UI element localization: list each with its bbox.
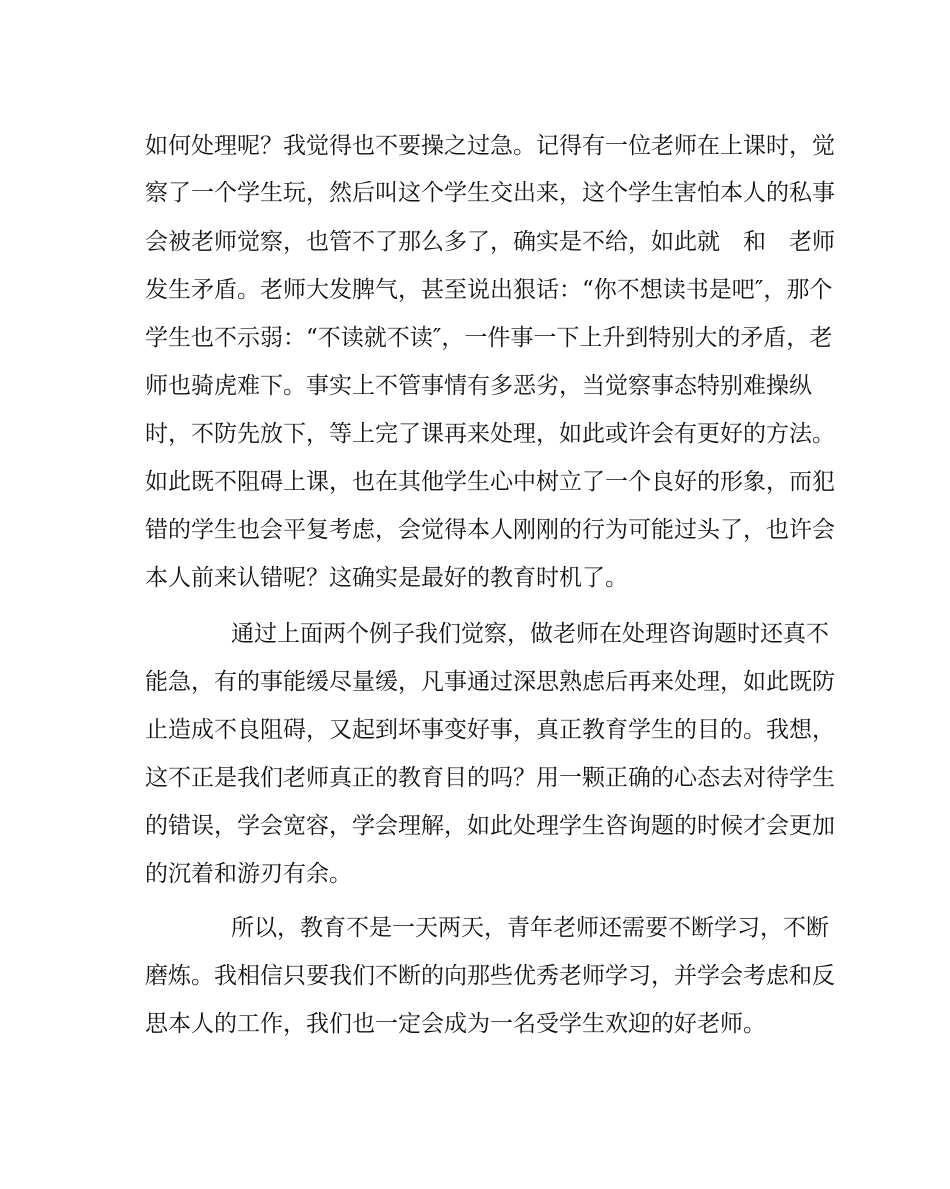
text-line: 察了一个学生玩，然后叫这个学生交出来，这个学生害怕本人的私事 [145, 180, 835, 206]
text-line: 如何处理呢？我觉得也不要操之过急。记得有一位老师在上课时，觉 [145, 133, 835, 159]
text-line: 本人前来认错呢？这确实是最好的教育时机了。 [145, 565, 628, 591]
text-line: 师也骑虎难下。事实上不管事情有多恶劣，当觉察事态特别难操纵 [145, 373, 812, 399]
text-line: 思本人的工作，我们也一定会成为一名受学生欢迎的好老师。 [145, 1011, 766, 1037]
text-line: 错的学生也会平复考虑，会觉得本人刚刚的行为可能过头了，也许会 [145, 517, 835, 543]
text-line: 能急，有的事能缓尽量缓，凡事通过深思熟虑后再来处理，如此既防 [145, 669, 835, 695]
text-line: 如此既不阻碍上课，也在其他学生心中树立了一个良好的形象，而犯 [145, 469, 835, 495]
text-line: 时，不防先放下，等上完了课再来处理，如此或许会有更好的方法。 [145, 421, 835, 447]
text-line: 磨炼。我相信只要我们不断的向那些优秀老师学习，并学会考虑和反 [145, 963, 835, 989]
text-line: 的沉着和游刃有余。 [145, 861, 352, 887]
paragraph-first-line: 所以，教育不是一天两天，青年老师还需要不断学习，不断 [231, 915, 829, 941]
text-line: 会被老师觉察，也管不了那么多了，确实是不给，如此就 和 老师 [145, 229, 835, 255]
text-line: 止造成不良阻碍，又起到坏事变好事，真正教育学生的目的。我想， [145, 717, 835, 743]
text-line: 学生也不示弱：“不读就不读″，一件事一下上升到特别大的矛盾，老 [145, 325, 833, 351]
text-line: 这不正是我们老师真正的教育目的吗？用一颗正确的心态去对待学生 [145, 765, 835, 791]
text-line: 发生矛盾。老师大发脾气，甚至说出狠话：“你不想读书是吧″，那个 [145, 277, 833, 303]
text-line: 的错误，学会宽容，学会理解，如此处理学生咨询题的时候才会更加 [145, 813, 835, 839]
paragraph-first-line: 通过上面两个例子我们觉察，做老师在处理咨询题时还真不 [231, 621, 829, 647]
